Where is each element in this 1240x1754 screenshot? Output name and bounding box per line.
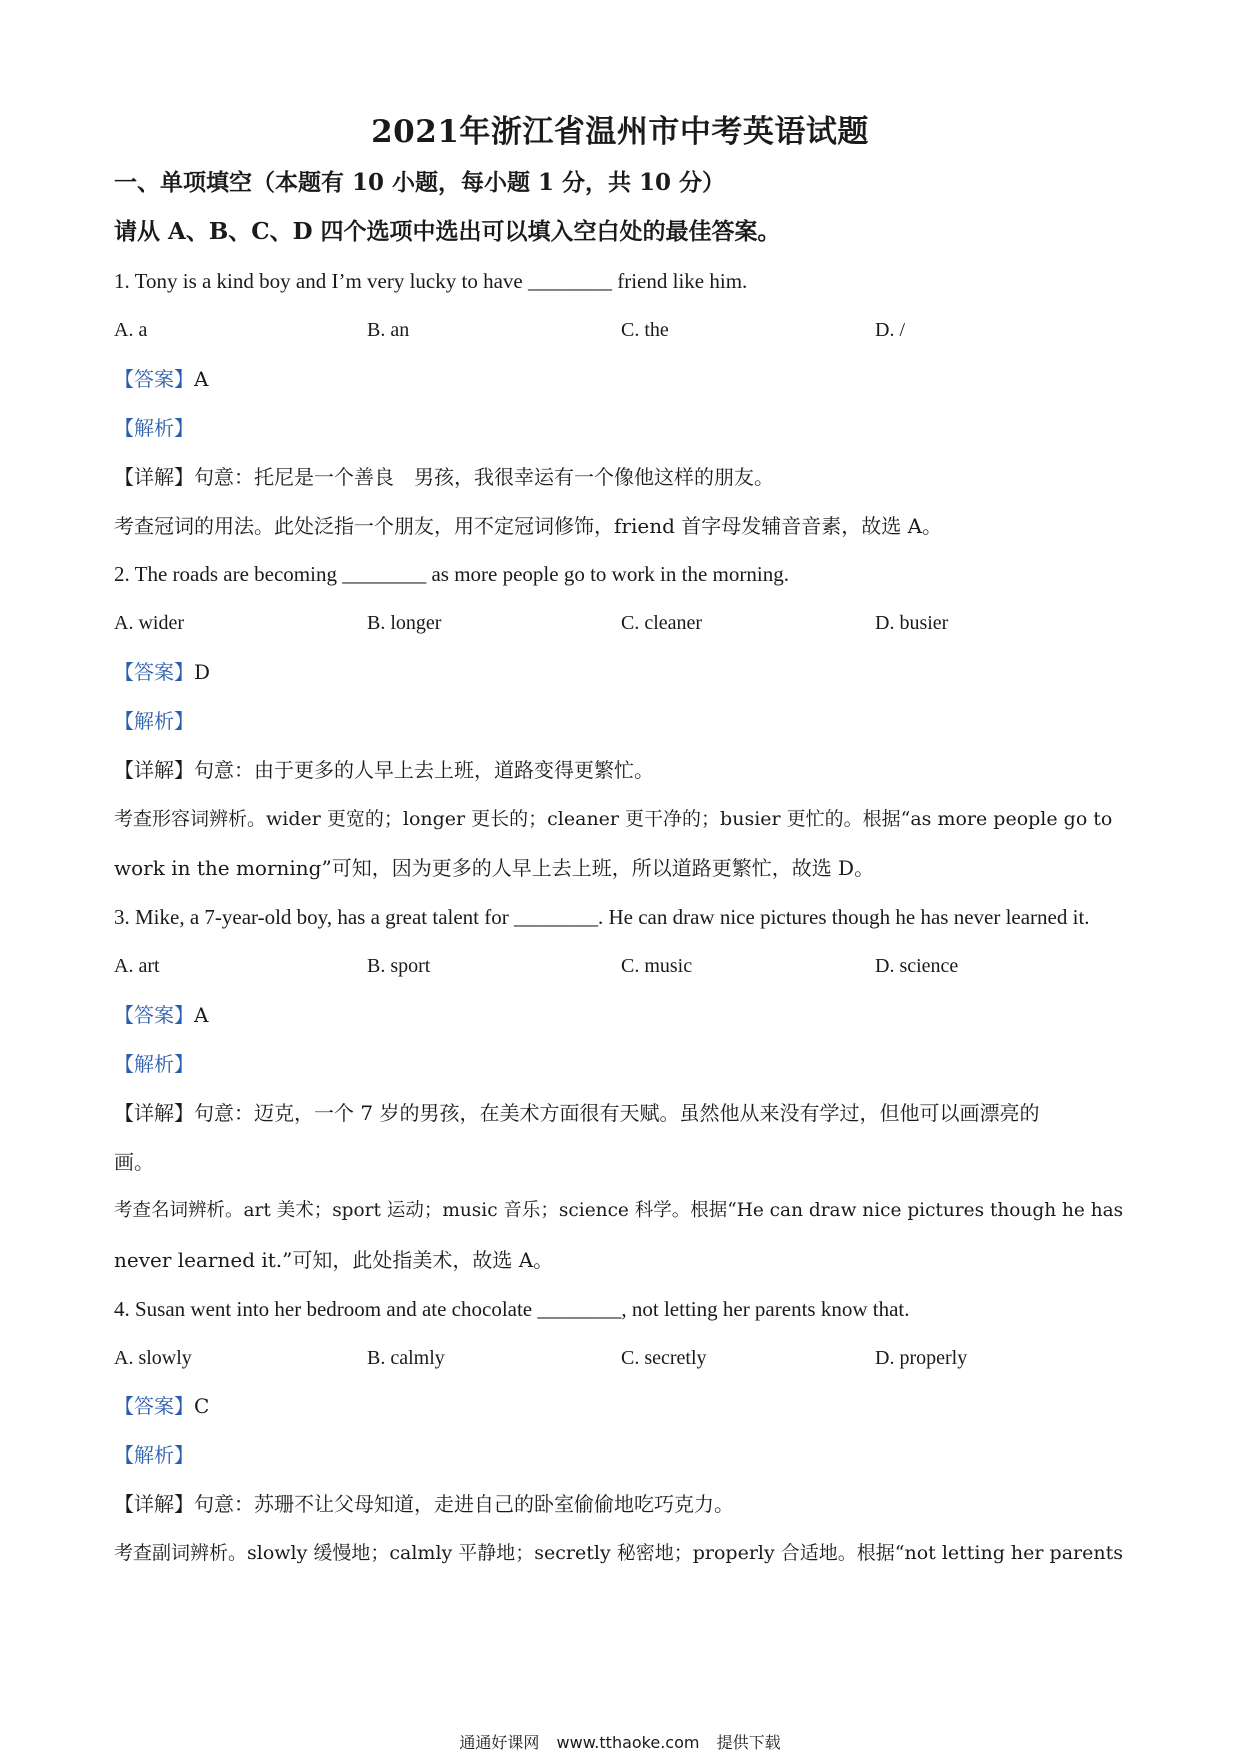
question-2-explanation-line-1: 考查形容词辨析。wider 更宽的；longer 更长的；cleaner 更干净的；busier 更忙的。根据“as more people go to	[114, 808, 1113, 830]
footer-url[interactable]: www.tthaoke.com	[556, 1733, 700, 1752]
question-2-explanation-line-2: work in the morning”可知，因为更多的人早上去上班，所以道路更繁忙，故选 D。	[114, 856, 875, 880]
detail-text: 句意：由于更多的人早上去上班，道路变得更繁忙。	[194, 758, 654, 782]
question-4-explanation: 考查副词辨析。slowly 缓慢地；calmly 平静地；secretly 秘密地；properly 合适地。根据“not letting her parents	[114, 1542, 1123, 1564]
question-1-stem: 1. Tony is a kind boy and I’m very lucky to have ________ friend like him.	[114, 269, 748, 293]
question-2-stem: 2. The roads are becoming ________ as more people go to work in the morning.	[114, 562, 789, 586]
question-3-explanation-line-1: 考查名词辨析。art 美术；sport 运动；music 音乐；science 科学。根据“He can draw nice pictures though he has	[114, 1200, 1124, 1221]
question-2-option-b: B. longer	[367, 612, 442, 634]
question-3-explanation-line-2: never learned it.”可知，此处指美术，故选 A。	[114, 1248, 554, 1272]
question-1-answer	[114, 366, 208, 392]
question-1-option-d: D. /	[875, 319, 905, 341]
question-4-stem: 4. Susan went into her bedroom and ate chocolate ________, not letting her parents know that.	[114, 1297, 910, 1321]
answer-tag: 【答案】	[114, 1003, 194, 1027]
question-4-option-a: A. slowly	[114, 1347, 192, 1369]
question-2-detail	[114, 757, 654, 783]
question-3-detail	[114, 1100, 1039, 1126]
answer-value: C	[194, 1394, 210, 1418]
question-4-analysis-tag: 【解析】	[114, 1443, 194, 1467]
question-4-option-c: C. secretly	[621, 1347, 707, 1369]
question-1-option-b: B. an	[367, 319, 410, 341]
detail-text: 句意：苏珊不让父母知道，走进自己的卧室偷偷地吃巧克力。	[194, 1492, 734, 1516]
detail-text: 句意：迈克，一个 7 岁的男孩，在美术方面很有天赋。虽然他从来没有学过，但他可以画漂亮的	[194, 1101, 1040, 1125]
question-2-option-a: A. wider	[114, 612, 184, 634]
question-2-answer	[114, 659, 210, 685]
question-3-option-d: D. science	[875, 955, 959, 977]
question-4-option-d: D. properly	[875, 1347, 968, 1369]
answer-value: A	[194, 367, 209, 391]
question-1-option-c: C. the	[621, 319, 669, 341]
answer-value: D	[194, 660, 211, 684]
question-3-stem: 3. Mike, a 7-year-old boy, has a great talent for ________. He can draw nice pictures though he has never learned it.	[114, 905, 1090, 929]
answer-tag: 【答案】	[114, 660, 194, 684]
section-heading: 一、单项填空（本题有 10 小题，每小题 1 分，共 10 分）	[114, 169, 726, 196]
footer-site-name: 通通好课网	[459, 1733, 540, 1752]
detail-tag: 【详解】	[114, 758, 194, 782]
question-1-analysis-tag: 【解析】	[114, 416, 194, 440]
question-1-detail	[114, 464, 774, 490]
question-3-option-a: A. art	[114, 955, 160, 977]
question-4-detail	[114, 1491, 734, 1517]
question-1-option-a: A. a	[114, 319, 148, 341]
page-footer	[0, 1730, 1240, 1753]
answer-tag: 【答案】	[114, 1394, 194, 1418]
question-3-option-c: C. music	[621, 955, 693, 977]
question-2-option-c: C. cleaner	[621, 612, 703, 634]
answer-value: A	[194, 1003, 209, 1027]
question-3-analysis-tag: 【解析】	[114, 1052, 194, 1076]
page-title: 2021年浙江省温州市中考英语试题	[371, 114, 869, 150]
question-4-answer	[114, 1393, 209, 1419]
question-3-option-b: B. sport	[367, 955, 431, 977]
question-4-option-b: B. calmly	[367, 1347, 445, 1369]
question-2-analysis-tag: 【解析】	[114, 709, 194, 733]
detail-tag: 【详解】	[114, 1492, 194, 1516]
answer-tag: 【答案】	[114, 367, 194, 391]
footer-suffix: 提供下载	[716, 1733, 781, 1752]
question-2-option-d: D. busier	[875, 612, 949, 634]
question-3-detail-continued: 画。	[114, 1150, 154, 1174]
detail-tag: 【详解】	[114, 1101, 194, 1125]
detail-text: 句意：托尼是一个善良 男孩，我很幸运有一个像他这样的朋友。	[194, 465, 774, 489]
section-instruction: 请从 A、B、C、D 四个选项中选出可以填入空白处的最佳答案。	[114, 218, 781, 245]
question-1-explanation: 考查冠词的用法。此处泛指一个朋友，用不定冠词修饰，friend 首字母发辅音音素，故选 A。	[114, 514, 943, 538]
question-3-answer	[114, 1002, 208, 1028]
detail-tag: 【详解】	[114, 465, 194, 489]
